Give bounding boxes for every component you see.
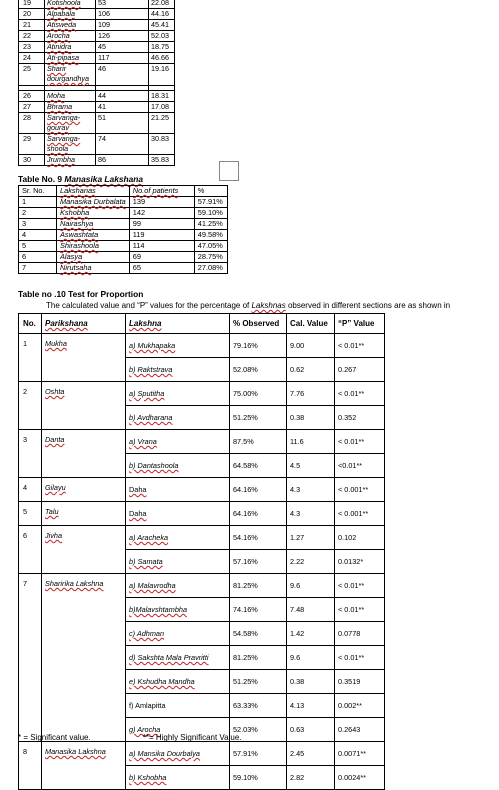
lakshna-text: b) Avdharana [129,413,173,422]
percentage: 57.91% [194,197,227,208]
cal-value: 7.76 [287,382,335,406]
lakshna-name [126,358,230,382]
patient-count: 119 [129,230,194,241]
lakshna-text: Daha [129,485,147,494]
table-header-row [19,186,228,197]
percentage: 47.05% [194,241,227,252]
symptom-name-text: Kotishoola [47,0,81,7]
patient-count: 46 [96,64,149,86]
lakshana-name-text: Aswashtata [60,230,99,239]
cal-value: 2.82 [287,766,335,790]
patient-count: 114 [129,241,194,252]
percentage: 21.25 [149,113,175,134]
p-value: < 0.01** [335,574,385,598]
lakshna-name [126,694,230,718]
row-number: 2 [19,208,57,219]
table-row [19,334,385,358]
cal-value: 4.5 [287,454,335,478]
lakshna-name [126,574,230,598]
percentage: 30.83 [149,134,175,155]
header-lakshanas [57,186,130,197]
lakshna-text: d) Sakshta Mala Pravritti [129,653,209,662]
p-value: 0.3519 [335,670,385,694]
header-no: No. [19,314,42,334]
symptom-name-text: Bhrama [47,102,73,111]
header-no-of-patients [129,186,194,197]
test-for-proportion-table [18,313,385,790]
symptom-name [45,134,96,155]
lakshna-name [126,406,230,430]
symptom-name [45,64,96,86]
p-value: < 0.01** [335,598,385,622]
lakshna-name [126,766,230,790]
parikshana-name-text: Talu [45,507,59,516]
percentage: 18.75 [149,42,175,53]
percent-observed: 57.16% [230,550,287,574]
group-number: 3 [19,430,42,478]
footnotes [18,733,242,742]
percent-observed: 64.58% [230,454,287,478]
row-number: 6 [19,252,57,263]
patient-count: 126 [96,31,149,42]
lakshna-text: b) Raktstrava [129,365,173,374]
table-row [19,0,175,9]
patient-count: 142 [129,208,194,219]
percentage: 52.03 [149,31,175,42]
percentage: 28.75% [194,252,227,263]
table-row [19,91,175,102]
lakshna-name [126,334,230,358]
row-number: 5 [19,241,57,252]
p-value: 0.0024** [335,766,385,790]
symptom-name-text: Alpabala [47,9,75,18]
symptom-name [45,42,96,53]
patient-count: 51 [96,113,149,134]
percent-observed: 64.16% [230,478,287,502]
patient-count: 69 [129,252,194,263]
patient-count: 74 [96,134,149,155]
header-lakshna-text: Lakshna [129,319,162,328]
patient-count: 41 [96,102,149,113]
row-number: 25 [19,64,45,86]
percent-observed: 81.25% [230,574,287,598]
percent-observed: 54.16% [230,526,287,550]
lakshna-text: c) Adhman [129,629,165,638]
table-row [19,382,385,406]
cal-value: 0.62 [287,358,335,382]
p-value: 0.102 [335,526,385,550]
lakshna-text: a) Mansika Dourbalya [129,749,200,758]
symptom-name-text: Ati-pipasa [47,53,79,62]
row-number: 22 [19,31,45,42]
lakshna-name [126,670,230,694]
p-value: 0.2643 [335,718,385,742]
group-number: 5 [19,502,42,526]
percent-observed: 87.5% [230,430,287,454]
cal-value: 0.38 [287,670,335,694]
symptom-name-text: Sarvanga-shoola [47,134,81,153]
parikshana-name-text: Jivha [45,531,63,540]
cal-value: 7.48 [287,598,335,622]
table10-heading: Table no .10 Test for Proportion [18,289,144,299]
lakshana-name-text: Nirutsaha [60,263,92,272]
parikshana-name-text: Manasika Lakshna [45,747,106,756]
p-value: 0.002** [335,694,385,718]
header-lakshanas-text: Lakshanas [60,186,96,195]
parikshana-name-text: Gilayu [45,483,66,492]
lakshna-text: e) Kshudha Mandha [129,677,195,686]
table-row [19,113,175,134]
symptom-name-text: Atisweda [47,20,77,29]
header-parikshana [42,314,126,334]
patient-count: 139 [129,197,194,208]
lakshna-name [126,430,230,454]
row-number: 21 [19,20,45,31]
header-no-of-patients-text: No.of patients [132,186,179,195]
table-row [19,155,175,166]
parikshana-name-text: Danta [45,435,65,444]
symptom-name-text: Atinidra [47,42,72,51]
table-row [19,478,385,502]
header-lakshna [126,314,230,334]
percentage: 17.08 [149,102,175,113]
parikshana-name [42,382,126,430]
table-row [19,263,228,274]
percent-observed: 57.91% [230,742,287,766]
p-value: < 0.001** [335,502,385,526]
lakshna-name [126,478,230,502]
p-value: < 0.01** [335,430,385,454]
percentage: 49.58% [194,230,227,241]
symptom-name [45,53,96,64]
p-value: < 0.001** [335,478,385,502]
p-value: < 0.01** [335,646,385,670]
lakshna-text: b) Samata [129,557,163,566]
parikshana-name-text: Oshta [45,387,65,396]
percent-observed: 52.03% [230,718,287,742]
lakshana-name [57,208,130,219]
cal-value: 2.45 [287,742,335,766]
symptom-name [45,9,96,20]
cal-value: 9.6 [287,574,335,598]
lakshana-name [57,219,130,230]
lakshna-name [126,622,230,646]
parikshana-name [42,478,126,502]
cal-value: 0.63 [287,718,335,742]
table-row [19,230,228,241]
percentage: 45.41 [149,20,175,31]
patient-count: 44 [96,91,149,102]
header-sr-no: Sr. No. [19,186,57,197]
parikshana-name [42,334,126,382]
lakshna-text: b) Dantashoola [129,461,179,470]
lakshana-name [57,197,130,208]
header-percent: % [194,186,227,197]
percentage: 22.08 [149,0,175,9]
lakshana-name [57,241,130,252]
table-row [19,134,175,155]
lakshana-name [57,230,130,241]
group-number: 8 [19,742,42,790]
manasika-lakshana-table [18,185,228,274]
percentage: 41.25% [194,219,227,230]
percent-observed: 59.10% [230,766,287,790]
patient-count: 86 [96,155,149,166]
lakshna-name [126,382,230,406]
lakshna-text: a) Mukhapaka [129,341,176,350]
table-row [19,502,385,526]
header-parikshana-text: Parikshana [45,319,88,328]
percentage: 59.10% [194,208,227,219]
table-row [19,252,228,263]
patient-count: 99 [129,219,194,230]
parikshana-name [42,574,126,742]
checkbox-square [219,161,239,181]
row-number: 19 [19,0,45,9]
table-header-row [19,314,385,334]
symptom-name [45,155,96,166]
table-row [19,219,228,230]
table-row [19,574,385,598]
parikshana-name [42,526,126,574]
table-row [19,197,228,208]
header-cal-value: Cal. Value [287,314,335,334]
lakshna-text: a) Aracheka [129,533,169,542]
row-number: 28 [19,113,45,134]
cal-value: 0.38 [287,406,335,430]
symptom-name [45,31,96,42]
p-value: 0.352 [335,406,385,430]
percentage: 19.16 [149,64,175,86]
group-number: 4 [19,478,42,502]
table-row [19,241,228,252]
lakshana-name-text: Manasika Durbalata [60,197,126,206]
table-row [19,9,175,20]
table-row [19,742,385,766]
p-value: 0.0132* [335,550,385,574]
patient-count: 117 [96,53,149,64]
table-row [19,53,175,64]
p-value: 0.0071** [335,742,385,766]
symptom-name-text: Sharir dourgandhya [47,64,89,83]
patient-count: 65 [129,263,194,274]
cal-value: 4.13 [287,694,335,718]
lakshna-name [126,454,230,478]
parikshana-name-text: Sharirika Lakshna [45,579,104,588]
row-number: 4 [19,230,57,241]
symptom-name-text: Sarvanga-gourav [47,113,81,132]
symptom-name-text: Arocha [47,31,70,40]
row-number: 30 [19,155,45,166]
lakshna-name [126,526,230,550]
lakshna-text: g) Arocha [129,725,161,734]
percent-observed: 74.16% [230,598,287,622]
p-value: < 0.01** [335,382,385,406]
parikshana-name-text: Mukha [45,339,67,348]
symptom-name [45,20,96,31]
percentage: 46.66 [149,53,175,64]
cal-value: 4.3 [287,478,335,502]
lakshna-text: Daha [129,509,147,518]
lakshna-text: a) Malavrodha [129,581,176,590]
percent-observed: 63.33% [230,694,287,718]
group-number: 6 [19,526,42,574]
footnote-highly-significant: **= Highly Significant Value. [142,733,242,742]
percent-observed: 64.16% [230,502,287,526]
header-p-value: “P” Value [335,314,385,334]
lakshna-text: b) Kshobha [129,773,167,782]
cal-value: 4.3 [287,502,335,526]
lakshana-name-text: Kshobha [60,208,90,217]
symptom-name [45,102,96,113]
row-number: 23 [19,42,45,53]
lakshna-name [126,502,230,526]
table-row [19,526,385,550]
table9-heading-term: Manasika Lakshana [64,174,144,184]
parikshana-name [42,502,126,526]
cal-value: 1.42 [287,622,335,646]
footnote-significant: * = Significant value. [18,733,91,742]
lakshana-name [57,252,130,263]
lakshna-name [126,646,230,670]
table-row [19,20,175,31]
lakshana-name-text: Nairashya [60,219,94,228]
percent-observed: 81.25% [230,646,287,670]
percentage: 35.83 [149,155,175,166]
patient-count: 45 [96,42,149,53]
percent-observed: 79.16% [230,334,287,358]
percent-observed: 51.25% [230,406,287,430]
cal-value: 1.27 [287,526,335,550]
description-term: Lakshnas [251,301,286,310]
cal-value: 9.00 [287,334,335,358]
lakshana-name-text: Shirashoola [60,241,100,250]
symptom-name [45,0,96,9]
patient-count: 106 [96,9,149,20]
table-row [19,42,175,53]
table-row [19,430,385,454]
group-number: 1 [19,334,42,382]
lakshna-text: f) Amlapitta [129,701,166,710]
row-number: 27 [19,102,45,113]
row-number: 7 [19,263,57,274]
lakshna-name [126,742,230,766]
p-value: 0.267 [335,358,385,382]
symptom-name-text: Jrumbha [47,155,75,164]
symptoms-table-continued [18,0,175,166]
parikshana-name [42,742,126,790]
row-number: 1 [19,197,57,208]
cal-value: 11.6 [287,430,335,454]
percent-observed: 51.25% [230,670,287,694]
group-number: 2 [19,382,42,430]
row-number: 3 [19,219,57,230]
row-number: 20 [19,9,45,20]
lakshna-name [126,598,230,622]
percentage: 18.31 [149,91,175,102]
cal-value: 2.22 [287,550,335,574]
table9-heading: Table No. 9 Manasika Lakshana [18,174,144,184]
table10-description: The calculated value and “P” values for the percentage of Lakshnas observed in different sections are as shown in [46,301,451,310]
symptom-name [45,113,96,134]
group-number: 7 [19,574,42,742]
row-number: 26 [19,91,45,102]
patient-count: 109 [96,20,149,31]
percentage: 44.16 [149,9,175,20]
table-row [19,102,175,113]
lakshana-name [57,263,130,274]
p-value: < 0.01** [335,334,385,358]
lakshna-text: b)Malavshtambha [129,605,187,614]
lakshna-text: a) Sputitha [129,389,165,398]
percent-observed: 75.00% [230,382,287,406]
header-percent-observed: % Observed [230,314,287,334]
parikshana-name [42,430,126,478]
row-number: 24 [19,53,45,64]
table-row [19,31,175,42]
table-row [19,208,228,219]
symptom-name-text: Moha [47,91,65,100]
cal-value: 9.6 [287,646,335,670]
p-value: <0.01** [335,454,385,478]
percent-observed: 52.08% [230,358,287,382]
lakshana-name-text: Alasya [60,252,83,261]
lakshna-text: a) Vrana [129,437,157,446]
table-row [19,64,175,86]
symptom-name [45,91,96,102]
patient-count: 53 [96,0,149,9]
p-value: 0.0778 [335,622,385,646]
percentage: 27.08% [194,263,227,274]
percent-observed: 54.58% [230,622,287,646]
lakshna-name [126,550,230,574]
row-number: 29 [19,134,45,155]
